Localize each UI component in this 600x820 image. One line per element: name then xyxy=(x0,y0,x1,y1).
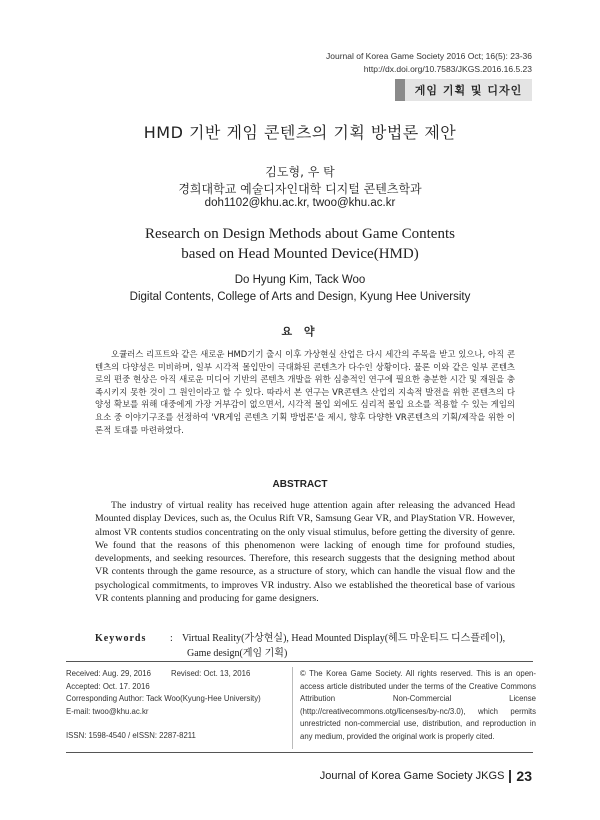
corresponding-author: Corresponding Author: Tack Woo(Kyung-Hee University) xyxy=(66,694,261,703)
korean-title: HMD 기반 게임 콘텐츠의 기획 방법론 제안 xyxy=(143,123,457,142)
english-title-line-2: based on Head Mounted Device(HMD) xyxy=(181,246,419,262)
revised-date: Revised: Oct. 13, 2016 xyxy=(170,669,251,678)
divider-bottom xyxy=(66,752,533,753)
journal-issue-line: Journal of Korea Game Society 2016 Oct; 16(5): 23-36 xyxy=(325,51,532,61)
page-number: 23 xyxy=(516,768,532,784)
journal-citation xyxy=(326,50,532,76)
korean-abstract-heading: 요 약 xyxy=(281,325,319,338)
english-authors: Do Hyung Kim, Tack Woo xyxy=(234,274,366,286)
accepted-date: Accepted: Oct. 17. 2016 xyxy=(66,681,150,691)
issn: ISSN: 1598-4540 / eISSN: 2287-8211 xyxy=(66,731,196,740)
divider-top xyxy=(66,661,533,662)
article-info xyxy=(66,668,288,743)
english-affiliation: Digital Contents, College of Arts and Design, Kyung Hee University xyxy=(129,291,471,303)
keywords-line-1: Virtual Reality(가상현실), Head Mounted Display(헤드 마운티드 디스플레이), xyxy=(182,633,506,644)
category-marker xyxy=(395,79,405,101)
keywords-block xyxy=(95,631,535,661)
korean-affiliation: 경희대학교 예술디자인대학 디지털 콘텐츠학과 xyxy=(178,182,422,196)
korean-authors: 김도형, 우 탁 xyxy=(265,165,335,179)
category-label: 게임 기획 및 디자인 xyxy=(405,79,532,101)
category-banner xyxy=(395,79,532,101)
received-date: Received: Aug. 29, 2016 xyxy=(66,669,151,678)
footer-journal: Journal of Korea Game Society JKGS xyxy=(319,770,505,782)
english-abstract: The industry of virtual reality has received huge attention again after releasing the advanced Head Mounted display Devices, such as, the Oculus Rift VR, Samsung Gear VR, and PlayStation VR. However, almost VR contents studios concentrating on the only visual stimulus, before getting the diversity of genre. We found that the reasons of this phenomenon were lacking of enough time for profound studies, developments, and seeking resources. Therefore, this research suggests that the designing method about VR contents through the game resource, as a structure of story, which can handle the visual flow and the psychological commitments, to improves VR industry. Also we established the theoretical base of various VR contents planning and producing for game designers. xyxy=(95,500,515,605)
keywords-colon: : xyxy=(170,633,173,644)
keywords-line-2: Game design(게임 기획) xyxy=(187,648,288,659)
author-emails[interactable]: doh1102@khu.ac.kr, twoo@khu.ac.kr xyxy=(204,197,396,209)
footer-separator xyxy=(509,770,511,783)
korean-abstract: 오큘러스 리프트와 같은 새로운 HMD기기 출시 이후 가상현실 산업은 다시 세간의 주목을 받고 있으나, 아직 콘텐츠의 다양성은 미비하며, 일부 시각적 몰입만이 극대화된 콘텐츠가 다수인 상황이다. 물론 이와 같은 일부 콘텐츠로의 편중 현상은 아직 새로운 미디어 기반의 콘텐츠 개발을 위한 심층적인 연구에 필요한 충분한 시간 및 재원을 충족시키지 못한 것이 그 원인이라고 할 수 있다. 따라서 본 연구는 VR콘텐츠 산업의 지속적 발전을 위한 콘텐츠의 다양성 확보를 위해 대중에게 가장 거부감이 없으면서, 시각적 몰입 외에도 심리적 몰입 요소를 적용할 수 있는 게임의 요소 중 이야기구조를 선정하여 'VR게임 콘텐츠 기획 방법론'을 제시, 향후 다양한 VR콘텐츠의 기획/제작을 위한 이론적 토대를 마련하였다. xyxy=(95,349,515,435)
license-notice: © The Korea Game Society. All rights reserved. This is an open-access article distributed under the terms of the Creative Commons Attribution Non-Commercial License (http://creativecommons.otg/licenses/by-nc/3.0), which permits unrestricted non-commercial use, distribution, and reproduction in any medium, provided the original work is properly cited. xyxy=(300,669,536,741)
corresponding-email[interactable]: E-mail: twoo@khu.ac.kr xyxy=(66,706,149,716)
english-title-line-1: Research on Design Methods about Game Contents xyxy=(145,226,455,242)
page-footer xyxy=(320,768,532,784)
english-abstract-heading: ABSTRACT xyxy=(272,479,328,490)
english-title xyxy=(0,224,600,264)
column-divider xyxy=(292,667,293,749)
keywords-label: Keywords xyxy=(95,633,147,644)
doi-link[interactable]: http://dx.doi.org/10.7583/JKGS.2016.16.5.23 xyxy=(363,64,532,74)
